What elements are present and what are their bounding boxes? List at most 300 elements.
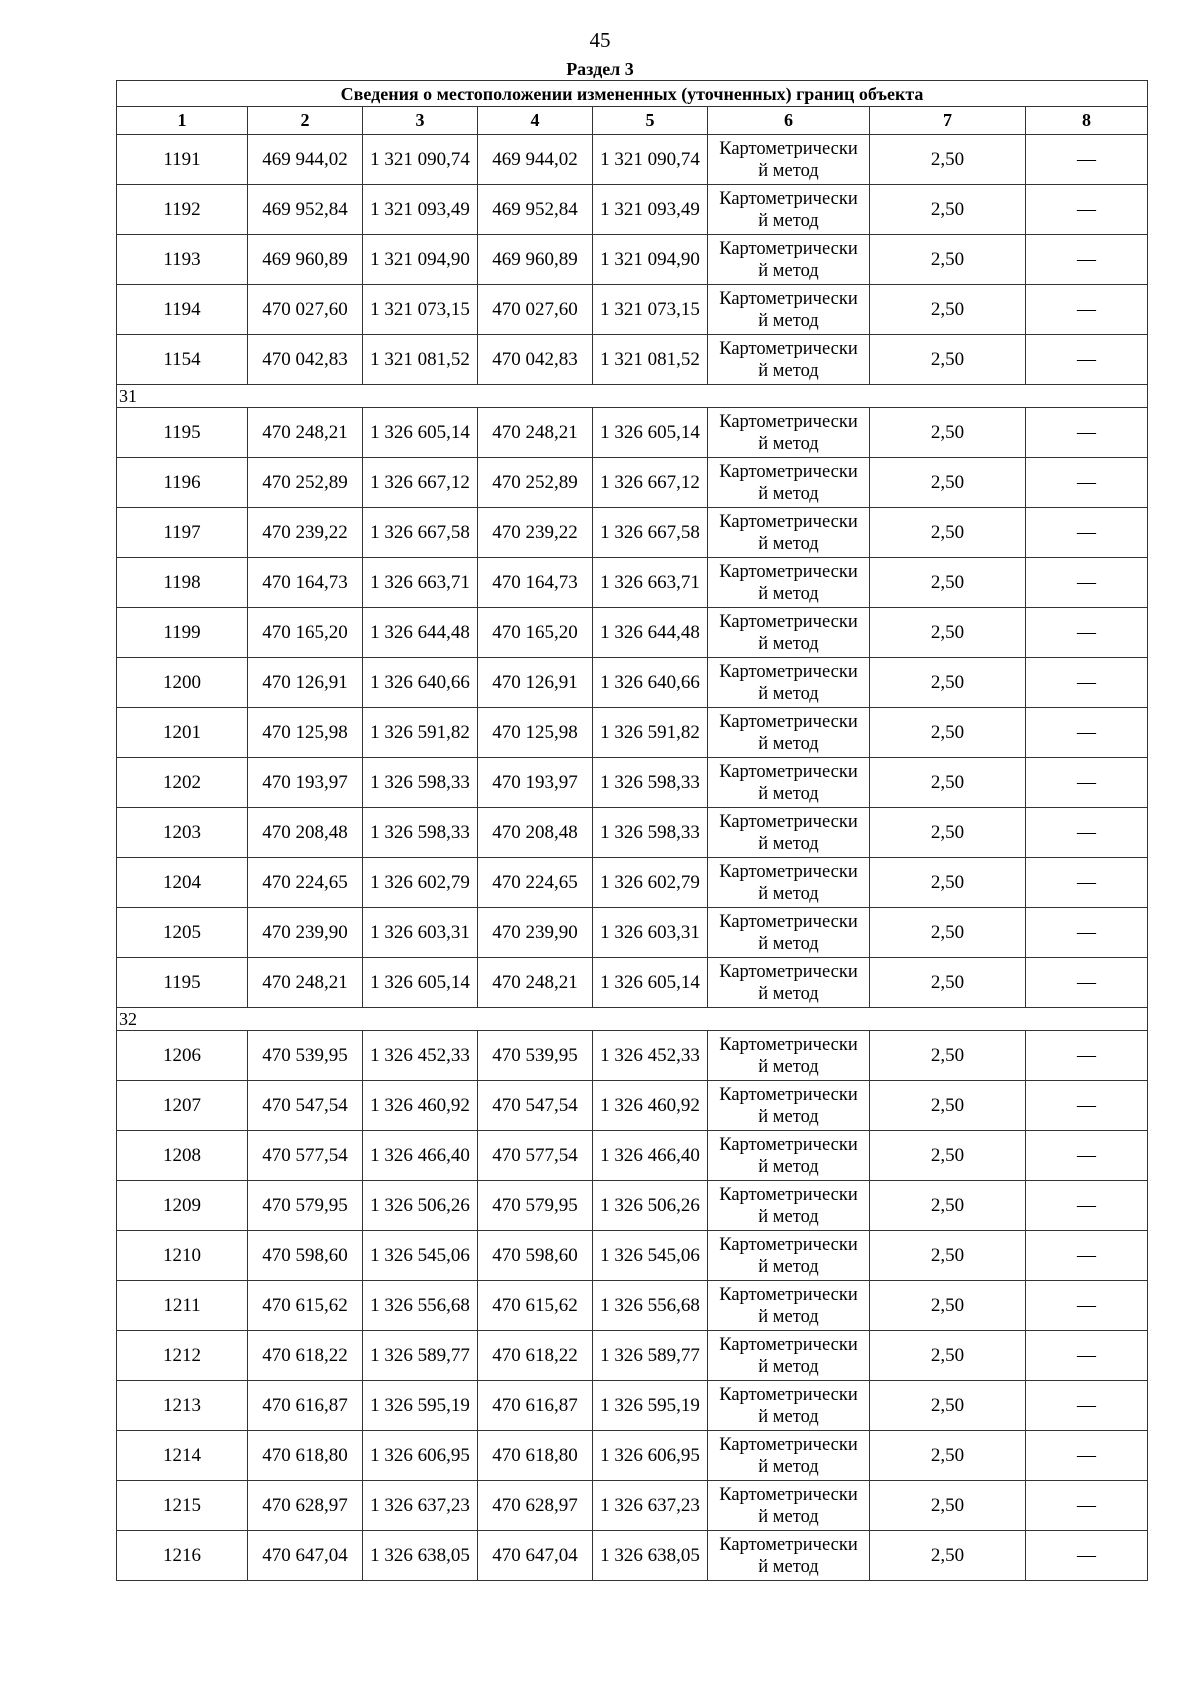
method-text-line-2: й метод <box>758 360 819 381</box>
description-cell: — <box>1026 1481 1148 1531</box>
point-number-cell: 1202 <box>117 758 248 808</box>
method-text-line-1: Картометрически <box>719 761 858 782</box>
accuracy-cell: 2,50 <box>870 1031 1026 1081</box>
x-new-cell: 470 042,83 <box>478 335 593 385</box>
x-old-cell: 470 615,62 <box>248 1281 363 1331</box>
method-text-line-2: й метод <box>758 210 819 231</box>
accuracy-cell: 2,50 <box>870 408 1026 458</box>
description-cell: — <box>1026 285 1148 335</box>
description-cell: — <box>1026 1081 1148 1131</box>
accuracy-cell: 2,50 <box>870 808 1026 858</box>
description-cell: — <box>1026 1431 1148 1481</box>
x-old-cell: 470 248,21 <box>248 408 363 458</box>
contour-number: 32 <box>117 1008 1148 1031</box>
method-cell <box>708 1031 870 1081</box>
table-row <box>117 1081 1148 1131</box>
y-old-cell: 1 326 603,31 <box>363 908 478 958</box>
description-cell: — <box>1026 608 1148 658</box>
accuracy-cell: 2,50 <box>870 908 1026 958</box>
y-new-cell: 1 326 591,82 <box>593 708 708 758</box>
table-row <box>117 758 1148 808</box>
method-text-line-2: й метод <box>758 833 819 854</box>
table-row <box>117 1331 1148 1381</box>
method-cell <box>708 758 870 808</box>
y-old-cell: 1 326 556,68 <box>363 1281 478 1331</box>
x-new-cell: 470 618,22 <box>478 1331 593 1381</box>
description-cell: — <box>1026 235 1148 285</box>
method-text-line-2: й метод <box>758 883 819 904</box>
point-number-cell: 1201 <box>117 708 248 758</box>
description-cell: — <box>1026 1381 1148 1431</box>
method-text-line-1: Картометрически <box>719 811 858 832</box>
method-text-line-1: Картометрически <box>719 1484 858 1505</box>
method-text-line-2: й метод <box>758 783 819 804</box>
y-new-cell: 1 326 460,92 <box>593 1081 708 1131</box>
table-row <box>117 285 1148 335</box>
x-old-cell: 470 224,65 <box>248 858 363 908</box>
accuracy-cell: 2,50 <box>870 335 1026 385</box>
method-text-line-2: й метод <box>758 1306 819 1327</box>
method-cell <box>708 1381 870 1431</box>
x-new-cell: 469 952,84 <box>478 185 593 235</box>
table-row <box>117 1381 1148 1431</box>
table-row <box>117 558 1148 608</box>
table-row <box>117 1431 1148 1481</box>
y-new-cell: 1 326 506,26 <box>593 1181 708 1231</box>
x-new-cell: 470 248,21 <box>478 408 593 458</box>
method-text-line-2: й метод <box>758 733 819 754</box>
y-new-cell: 1 326 640,66 <box>593 658 708 708</box>
y-new-cell: 1 326 667,58 <box>593 508 708 558</box>
x-old-cell: 470 164,73 <box>248 558 363 608</box>
x-new-cell: 470 208,48 <box>478 808 593 858</box>
method-text-line-1: Картометрически <box>719 1184 858 1205</box>
y-new-cell: 1 326 452,33 <box>593 1031 708 1081</box>
method-text-line-1: Картометрически <box>719 188 858 209</box>
method-text-line-2: й метод <box>758 633 819 654</box>
x-old-cell: 470 547,54 <box>248 1081 363 1131</box>
y-old-cell: 1 326 595,19 <box>363 1381 478 1431</box>
y-old-cell: 1 326 637,23 <box>363 1481 478 1531</box>
y-old-cell: 1 321 094,90 <box>363 235 478 285</box>
accuracy-cell: 2,50 <box>870 185 1026 235</box>
y-old-cell: 1 326 644,48 <box>363 608 478 658</box>
x-old-cell: 470 252,89 <box>248 458 363 508</box>
description-cell: — <box>1026 808 1148 858</box>
point-number-cell: 1192 <box>117 185 248 235</box>
method-text-line-2: й метод <box>758 933 819 954</box>
y-old-cell: 1 326 606,95 <box>363 1431 478 1481</box>
table-row <box>117 608 1148 658</box>
point-number-cell: 1191 <box>117 135 248 185</box>
method-cell <box>708 808 870 858</box>
x-new-cell: 470 547,54 <box>478 1081 593 1131</box>
y-new-cell: 1 321 093,49 <box>593 185 708 235</box>
method-text-line-2: й метод <box>758 533 819 554</box>
accuracy-cell: 2,50 <box>870 1231 1026 1281</box>
point-number-cell: 1213 <box>117 1381 248 1431</box>
y-new-cell: 1 326 595,19 <box>593 1381 708 1431</box>
method-cell <box>708 1231 870 1281</box>
y-new-cell: 1 326 637,23 <box>593 1481 708 1531</box>
accuracy-cell: 2,50 <box>870 708 1026 758</box>
method-cell <box>708 508 870 558</box>
description-cell: — <box>1026 1231 1148 1281</box>
method-text-line-2: й метод <box>758 1356 819 1377</box>
x-old-cell: 470 248,21 <box>248 958 363 1008</box>
x-new-cell: 470 193,97 <box>478 758 593 808</box>
y-new-cell: 1 326 545,06 <box>593 1231 708 1281</box>
y-new-cell: 1 326 644,48 <box>593 608 708 658</box>
y-old-cell: 1 326 466,40 <box>363 1131 478 1181</box>
column-header-2: 2 <box>248 107 363 135</box>
method-cell <box>708 408 870 458</box>
method-text-line-2: й метод <box>758 160 819 181</box>
method-cell <box>708 285 870 335</box>
x-old-cell: 469 944,02 <box>248 135 363 185</box>
accuracy-cell: 2,50 <box>870 1131 1026 1181</box>
method-cell <box>708 658 870 708</box>
description-cell: — <box>1026 135 1148 185</box>
x-old-cell: 470 165,20 <box>248 608 363 658</box>
point-number-cell: 1211 <box>117 1281 248 1331</box>
method-cell <box>708 558 870 608</box>
method-text-line-2: й метод <box>758 1256 819 1277</box>
column-header-1: 1 <box>117 107 248 135</box>
description-cell: — <box>1026 1181 1148 1231</box>
x-old-cell: 470 579,95 <box>248 1181 363 1231</box>
method-text-line-1: Картометрически <box>719 661 858 682</box>
method-text-line-1: Картометрически <box>719 1084 858 1105</box>
method-text-line-1: Картометрически <box>719 861 858 882</box>
table-row <box>117 1131 1148 1181</box>
method-cell <box>708 1131 870 1181</box>
accuracy-cell: 2,50 <box>870 1181 1026 1231</box>
column-header-3: 3 <box>363 107 478 135</box>
description-cell: — <box>1026 335 1148 385</box>
method-text-line-2: й метод <box>758 1056 819 1077</box>
point-number-cell: 1210 <box>117 1231 248 1281</box>
x-new-cell: 470 239,90 <box>478 908 593 958</box>
description-cell: — <box>1026 1281 1148 1331</box>
y-old-cell: 1 326 460,92 <box>363 1081 478 1131</box>
accuracy-cell: 2,50 <box>870 858 1026 908</box>
table-row <box>117 708 1148 758</box>
x-new-cell: 470 647,04 <box>478 1531 593 1581</box>
y-new-cell: 1 326 598,33 <box>593 808 708 858</box>
boundary-coordinates-table <box>116 80 1148 1581</box>
description-cell: — <box>1026 1131 1148 1181</box>
description-cell: — <box>1026 408 1148 458</box>
accuracy-cell: 2,50 <box>870 508 1026 558</box>
method-text-line-1: Картометрически <box>719 1134 858 1155</box>
contour-group-row <box>117 385 1148 408</box>
method-text-line-1: Картометрически <box>719 1434 858 1455</box>
y-new-cell: 1 326 589,77 <box>593 1331 708 1381</box>
x-new-cell: 470 618,80 <box>478 1431 593 1481</box>
method-text-line-2: й метод <box>758 1206 819 1227</box>
point-number-cell: 1200 <box>117 658 248 708</box>
y-old-cell: 1 326 589,77 <box>363 1331 478 1381</box>
accuracy-cell: 2,50 <box>870 1281 1026 1331</box>
table-row <box>117 1281 1148 1331</box>
method-text-line-2: й метод <box>758 983 819 1004</box>
column-header-4: 4 <box>478 107 593 135</box>
y-new-cell: 1 326 466,40 <box>593 1131 708 1181</box>
y-old-cell: 1 321 081,52 <box>363 335 478 385</box>
point-number-cell: 1216 <box>117 1531 248 1581</box>
accuracy-cell: 2,50 <box>870 558 1026 608</box>
method-text-line-1: Картометрически <box>719 611 858 632</box>
method-text-line-2: й метод <box>758 260 819 281</box>
y-new-cell: 1 321 081,52 <box>593 335 708 385</box>
column-header-7: 7 <box>870 107 1026 135</box>
x-new-cell: 470 539,95 <box>478 1031 593 1081</box>
accuracy-cell: 2,50 <box>870 285 1026 335</box>
x-old-cell: 470 577,54 <box>248 1131 363 1181</box>
x-new-cell: 470 164,73 <box>478 558 593 608</box>
point-number-cell: 1203 <box>117 808 248 858</box>
point-number-cell: 1154 <box>117 335 248 385</box>
method-cell <box>708 235 870 285</box>
description-cell: — <box>1026 508 1148 558</box>
table-row <box>117 335 1148 385</box>
point-number-cell: 1195 <box>117 408 248 458</box>
x-old-cell: 470 126,91 <box>248 658 363 708</box>
x-new-cell: 470 027,60 <box>478 285 593 335</box>
description-cell: — <box>1026 858 1148 908</box>
y-new-cell: 1 326 556,68 <box>593 1281 708 1331</box>
y-new-cell: 1 326 638,05 <box>593 1531 708 1581</box>
y-new-cell: 1 326 605,14 <box>593 408 708 458</box>
point-number-cell: 1199 <box>117 608 248 658</box>
method-text-line-2: й метод <box>758 1556 819 1577</box>
method-text-line-2: й метод <box>758 1406 819 1427</box>
accuracy-cell: 2,50 <box>870 1481 1026 1531</box>
method-text-line-1: Картометрически <box>719 511 858 532</box>
y-old-cell: 1 326 452,33 <box>363 1031 478 1081</box>
y-old-cell: 1 321 093,49 <box>363 185 478 235</box>
method-text-line-2: й метод <box>758 1506 819 1527</box>
column-header-8: 8 <box>1026 107 1148 135</box>
method-cell <box>708 1081 870 1131</box>
description-cell: — <box>1026 758 1148 808</box>
method-cell <box>708 1331 870 1381</box>
y-old-cell: 1 326 663,71 <box>363 558 478 608</box>
y-new-cell: 1 326 598,33 <box>593 758 708 808</box>
x-new-cell: 470 165,20 <box>478 608 593 658</box>
x-old-cell: 470 193,97 <box>248 758 363 808</box>
column-header-5: 5 <box>593 107 708 135</box>
x-new-cell: 470 628,97 <box>478 1481 593 1531</box>
accuracy-cell: 2,50 <box>870 1331 1026 1381</box>
accuracy-cell: 2,50 <box>870 235 1026 285</box>
y-new-cell: 1 321 094,90 <box>593 235 708 285</box>
x-old-cell: 470 647,04 <box>248 1531 363 1581</box>
accuracy-cell: 2,50 <box>870 458 1026 508</box>
method-cell <box>708 708 870 758</box>
method-text-line-2: й метод <box>758 310 819 331</box>
method-text-line-2: й метод <box>758 1156 819 1177</box>
accuracy-cell: 2,50 <box>870 1381 1026 1431</box>
x-old-cell: 470 539,95 <box>248 1031 363 1081</box>
method-text-line-1: Картометрически <box>719 1334 858 1355</box>
x-new-cell: 470 579,95 <box>478 1181 593 1231</box>
point-number-cell: 1197 <box>117 508 248 558</box>
description-cell: — <box>1026 458 1148 508</box>
method-text-line-1: Картометрически <box>719 561 858 582</box>
y-old-cell: 1 326 667,12 <box>363 458 478 508</box>
method-cell <box>708 458 870 508</box>
table-caption: Сведения о местоположении измененных (уточненных) границ объекта <box>117 81 1148 107</box>
y-old-cell: 1 326 545,06 <box>363 1231 478 1281</box>
y-old-cell: 1 326 638,05 <box>363 1531 478 1581</box>
method-text-line-1: Картометрически <box>719 411 858 432</box>
method-text-line-1: Картометрически <box>719 338 858 359</box>
method-cell <box>708 608 870 658</box>
method-cell <box>708 1281 870 1331</box>
method-text-line-1: Картометрически <box>719 711 858 732</box>
x-new-cell: 470 224,65 <box>478 858 593 908</box>
description-cell: — <box>1026 908 1148 958</box>
method-cell <box>708 1481 870 1531</box>
contour-group-row <box>117 1008 1148 1031</box>
method-text-line-2: й метод <box>758 433 819 454</box>
method-cell <box>708 858 870 908</box>
point-number-cell: 1193 <box>117 235 248 285</box>
table-header-row <box>117 107 1148 135</box>
accuracy-cell: 2,50 <box>870 135 1026 185</box>
accuracy-cell: 2,50 <box>870 1081 1026 1131</box>
accuracy-cell: 2,50 <box>870 958 1026 1008</box>
y-old-cell: 1 321 073,15 <box>363 285 478 335</box>
table-row <box>117 1231 1148 1281</box>
x-new-cell: 470 577,54 <box>478 1131 593 1181</box>
point-number-cell: 1215 <box>117 1481 248 1531</box>
method-cell <box>708 185 870 235</box>
y-old-cell: 1 326 667,58 <box>363 508 478 558</box>
accuracy-cell: 2,50 <box>870 658 1026 708</box>
point-number-cell: 1208 <box>117 1131 248 1181</box>
x-new-cell: 470 248,21 <box>478 958 593 1008</box>
table-row <box>117 135 1148 185</box>
x-old-cell: 469 952,84 <box>248 185 363 235</box>
description-cell: — <box>1026 1531 1148 1581</box>
table-body <box>117 81 1148 1581</box>
y-new-cell: 1 326 667,12 <box>593 458 708 508</box>
y-old-cell: 1 326 605,14 <box>363 958 478 1008</box>
y-old-cell: 1 326 598,33 <box>363 758 478 808</box>
table-row <box>117 808 1148 858</box>
y-old-cell: 1 321 090,74 <box>363 135 478 185</box>
method-text-line-1: Картометрически <box>719 911 858 932</box>
point-number-cell: 1212 <box>117 1331 248 1381</box>
description-cell: — <box>1026 958 1148 1008</box>
method-text-line-1: Картометрически <box>719 1534 858 1555</box>
point-number-cell: 1209 <box>117 1181 248 1231</box>
method-text-line-1: Картометрически <box>719 1034 858 1055</box>
method-cell <box>708 1531 870 1581</box>
table-caption-row <box>117 81 1148 107</box>
x-old-cell: 470 618,22 <box>248 1331 363 1381</box>
table-row <box>117 1031 1148 1081</box>
method-text-line-1: Картометрически <box>719 138 858 159</box>
accuracy-cell: 2,50 <box>870 758 1026 808</box>
point-number-cell: 1198 <box>117 558 248 608</box>
table-row <box>117 1481 1148 1531</box>
method-text-line-2: й метод <box>758 1106 819 1127</box>
column-header-6: 6 <box>708 107 870 135</box>
point-number-cell: 1214 <box>117 1431 248 1481</box>
point-number-cell: 1195 <box>117 958 248 1008</box>
table-row <box>117 1181 1148 1231</box>
y-old-cell: 1 326 640,66 <box>363 658 478 708</box>
method-cell <box>708 1181 870 1231</box>
y-new-cell: 1 321 090,74 <box>593 135 708 185</box>
method-text-line-1: Картометрически <box>719 1284 858 1305</box>
y-new-cell: 1 326 602,79 <box>593 858 708 908</box>
x-new-cell: 470 598,60 <box>478 1231 593 1281</box>
method-text-line-2: й метод <box>758 483 819 504</box>
point-number-cell: 1205 <box>117 908 248 958</box>
page-number: 45 <box>589 28 611 52</box>
method-cell <box>708 335 870 385</box>
method-text-line-1: Картометрически <box>719 961 858 982</box>
method-cell <box>708 908 870 958</box>
description-cell: — <box>1026 658 1148 708</box>
x-old-cell: 470 027,60 <box>248 285 363 335</box>
method-text-line-1: Картометрически <box>719 288 858 309</box>
x-new-cell: 470 616,87 <box>478 1381 593 1431</box>
table-row <box>117 658 1148 708</box>
section-title: Раздел 3 <box>566 59 634 79</box>
table-row <box>117 1531 1148 1581</box>
x-old-cell: 469 960,89 <box>248 235 363 285</box>
point-number-cell: 1194 <box>117 285 248 335</box>
table-row <box>117 958 1148 1008</box>
y-old-cell: 1 326 591,82 <box>363 708 478 758</box>
description-cell: — <box>1026 708 1148 758</box>
x-new-cell: 469 960,89 <box>478 235 593 285</box>
accuracy-cell: 2,50 <box>870 608 1026 658</box>
x-new-cell: 469 944,02 <box>478 135 593 185</box>
description-cell: — <box>1026 185 1148 235</box>
x-new-cell: 470 252,89 <box>478 458 593 508</box>
table-row <box>117 458 1148 508</box>
x-old-cell: 470 616,87 <box>248 1381 363 1431</box>
y-old-cell: 1 326 605,14 <box>363 408 478 458</box>
accuracy-cell: 2,50 <box>870 1431 1026 1481</box>
x-new-cell: 470 125,98 <box>478 708 593 758</box>
y-new-cell: 1 326 663,71 <box>593 558 708 608</box>
method-cell <box>708 1431 870 1481</box>
description-cell: — <box>1026 1331 1148 1381</box>
method-text-line-1: Картометрически <box>719 1234 858 1255</box>
method-cell <box>708 958 870 1008</box>
x-new-cell: 470 126,91 <box>478 658 593 708</box>
table-row <box>117 858 1148 908</box>
x-old-cell: 470 125,98 <box>248 708 363 758</box>
method-text-line-2: й метод <box>758 1456 819 1477</box>
y-old-cell: 1 326 598,33 <box>363 808 478 858</box>
y-new-cell: 1 326 606,95 <box>593 1431 708 1481</box>
y-new-cell: 1 326 605,14 <box>593 958 708 1008</box>
point-number-cell: 1207 <box>117 1081 248 1131</box>
x-old-cell: 470 239,22 <box>248 508 363 558</box>
method-text-line-1: Картометрически <box>719 238 858 259</box>
table-row <box>117 235 1148 285</box>
x-old-cell: 470 042,83 <box>248 335 363 385</box>
